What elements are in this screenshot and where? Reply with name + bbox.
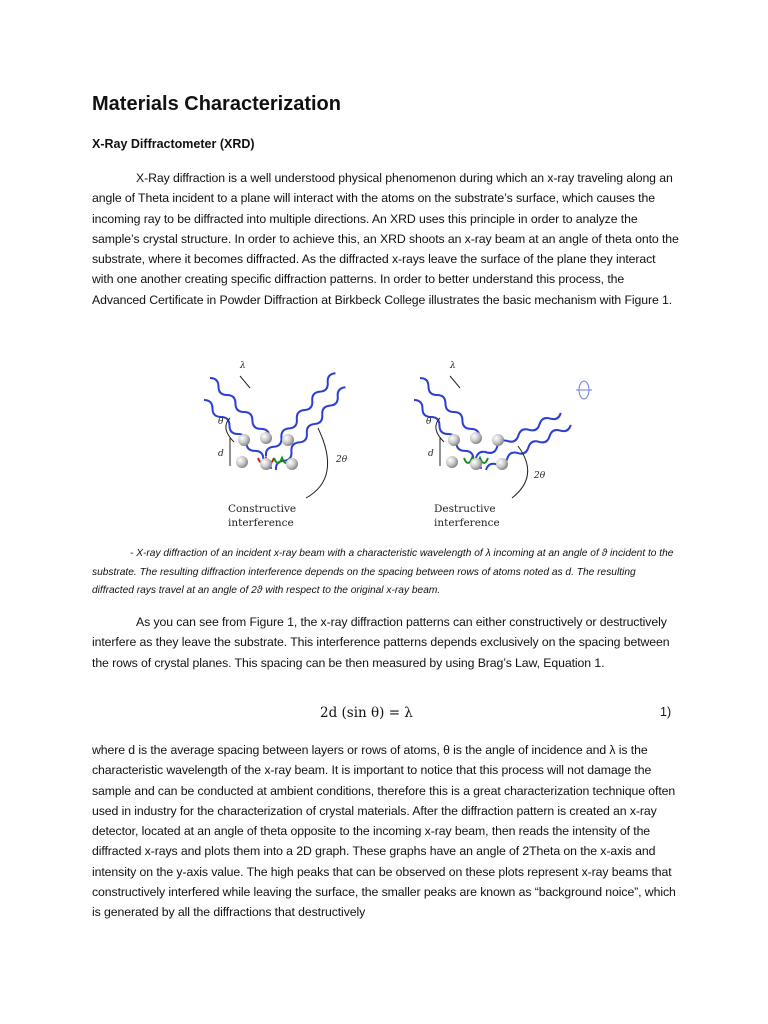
- atom: [470, 458, 482, 470]
- lambda-label: λ: [450, 361, 456, 371]
- atom: [260, 458, 272, 470]
- atom: [470, 432, 482, 444]
- lambda-label: λ: [240, 361, 246, 371]
- figure-caption-text: - X-ray diffraction of an incident x-ray beam with a characteristic wavelength of λ incoming at an angle of ϑ incident to the substrate. The resulting diffraction interference depends on the spacing between rows of atoms noted as d. The resulting diffracted rays travel at an angle of 2ϑ with respect to the original x-ray beam.: [92, 548, 674, 596]
- constructive-label-line2: interference: [228, 517, 294, 529]
- explanation-paragraph: [92, 740, 680, 923]
- atom: [286, 458, 298, 470]
- figure-caption: [92, 545, 680, 601]
- interference-paragraph: [92, 612, 680, 673]
- two-theta-arc: [306, 428, 328, 498]
- constructive-label-line1: Constructive: [228, 503, 297, 515]
- theta-label: θ: [426, 417, 432, 427]
- atom: [282, 434, 294, 446]
- d-label: d: [218, 449, 224, 459]
- two-theta-label: 2θ: [534, 471, 546, 481]
- interference-paragraph-text: As you can see from Figure 1, the x-ray diffraction patterns can either constructively or destructively interfere as they leave the substrate. This interference patterns depends exclusively on the spacing between the rows of crystal planes. This spacing can be then measured by using Brag’s Law, Equation 1.: [92, 615, 670, 670]
- destructive-label-line1: Destructive: [434, 503, 496, 515]
- constructive-diagram: [202, 361, 348, 529]
- equation-number: 1): [660, 705, 672, 719]
- destructive-label-line2: interference: [434, 517, 500, 529]
- cancelled-wave-icon: [576, 381, 592, 399]
- equation-formula: 2d (sin θ) = λ: [320, 705, 413, 721]
- d-label: d: [428, 449, 434, 459]
- xrd-diffraction-figure: [200, 338, 600, 533]
- atom: [446, 456, 458, 468]
- atom: [492, 434, 504, 446]
- atom: [260, 432, 272, 444]
- explanation-paragraph-text: where d is the average spacing between layers or rows of atoms, θ is the angle of incidence and λ is the characteristic wavelength of the x-ray beam. It is important to notice that this process will not damage the sample and can be conducted at ambient conditions, therefore this is a great characterization technique often used in industry for the characterization of crystal materials. After the diffraction pattern is created an x-ray detector, located at an angle of theta opposite to the incoming x-ray beam, then reads the intensity of the diffracted x-rays and plots them into a 2D graph. These graphs have an angle of 2Theta on the x-axis and intensity on the y-axis value. The high peaks that can be observed on these plots represent x-ray beams that constructively interfered while leaving the surface, the smaller peaks are known as “background noice”, which is generated by all the diffractions that destructively: [92, 743, 676, 920]
- section-heading: X-Ray Diffractometer (XRD): [92, 137, 255, 151]
- two-theta-label: 2θ: [336, 455, 348, 465]
- atom: [496, 458, 508, 470]
- destructive-diagram: [412, 361, 592, 529]
- intro-paragraph: [92, 168, 680, 310]
- incident-wave-1: [208, 376, 272, 440]
- lambda-arrow: [450, 376, 460, 388]
- atom: [448, 434, 460, 446]
- intro-paragraph-text: X-Ray diffraction is a well understood physical phenomenon during which an x-ray traveling along an angle of Theta incident to a plane will interact with the atoms on the substrate’s surface, which causes the incoming ray to be diffracted into multiple directions. An XRD uses this principle in order to analyze the sample’s crystal structure. In order to achieve this, an XRD shoots an x-ray beam at an angle of theta onto the substrate, where it becomes diffracted. As the diffracted x-rays leave the surface of the plane they interact with one another creating specific diffraction patterns. In order to better understand this process, the Advanced Certificate in Powder Diffraction at Birkbeck College illustrates the basic mechanism with Figure 1.: [92, 171, 679, 307]
- diffracted-wave-1: [264, 371, 338, 458]
- incident-wave-1: [418, 376, 482, 440]
- atom: [238, 434, 250, 446]
- braggs-law-equation: [0, 705, 768, 727]
- page-title: Materials Characterization: [92, 93, 341, 115]
- lambda-arrow: [240, 376, 250, 388]
- atom: [236, 456, 248, 468]
- theta-label: θ: [218, 417, 224, 427]
